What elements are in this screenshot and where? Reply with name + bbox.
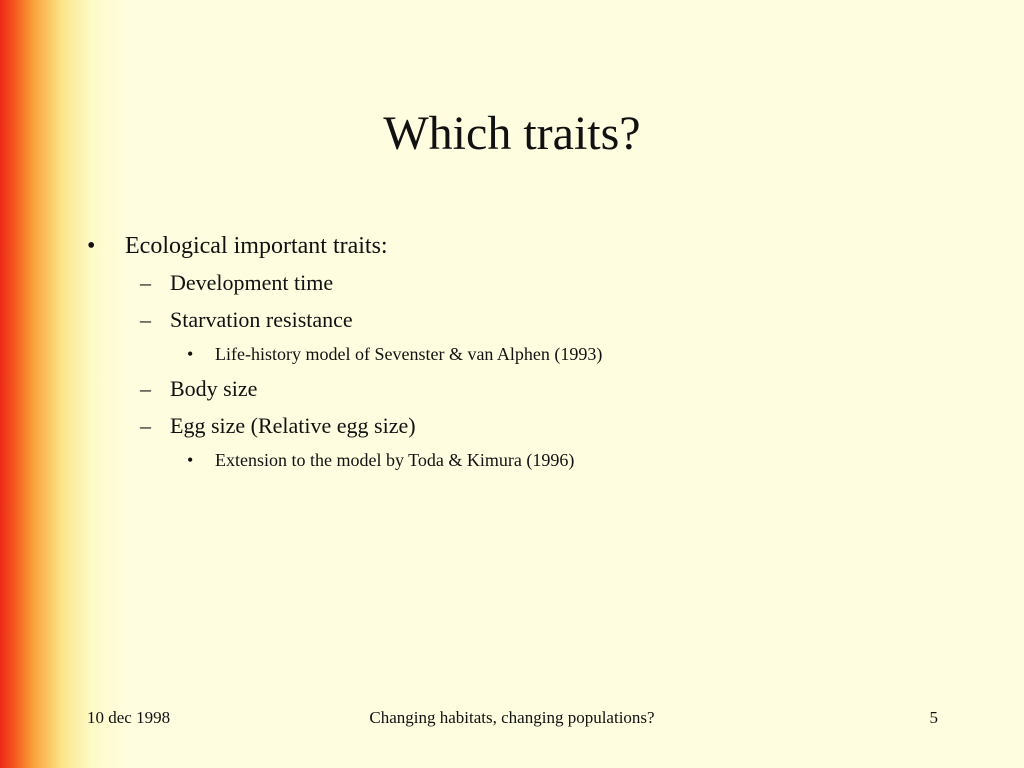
dash-marker: – [140,307,151,332]
slide-title: Which traits? [383,107,641,160]
bullet-marker: • [187,344,194,364]
footer-date: 10 dec 1998 [87,708,171,727]
footer-title: Changing habitats, changing populations? [369,708,655,727]
bullet-item-level-3 [80,338,960,370]
bullet-item-level-1 [80,228,960,264]
bullet-text: Egg size (Relative egg size) [170,413,416,438]
dash-marker: – [140,376,151,401]
bullet-text: Ecological important traits: [125,233,388,259]
bullet-text: Starvation resistance [170,307,353,332]
bullet-text: Development time [170,270,334,295]
bullet-marker: • [187,450,194,470]
bullet-item-level-2 [80,264,960,301]
bullet-item-level-2 [80,407,960,444]
bullet-item-level-2 [80,301,960,338]
bullet-text: Life-history model of Sevenster & van Alphen (1993) [215,344,603,364]
dash-marker: – [140,270,151,295]
dash-marker: – [140,413,151,438]
bullet-list [80,228,960,476]
bullet-text: Body size [170,376,258,401]
page-number: 5 [929,708,938,727]
bullet-item-level-2 [80,370,960,407]
bullet-marker: • [87,233,96,259]
bullet-item-level-3 [80,444,960,476]
bullet-text: Extension to the model by Toda & Kimura (1996) [215,450,575,470]
